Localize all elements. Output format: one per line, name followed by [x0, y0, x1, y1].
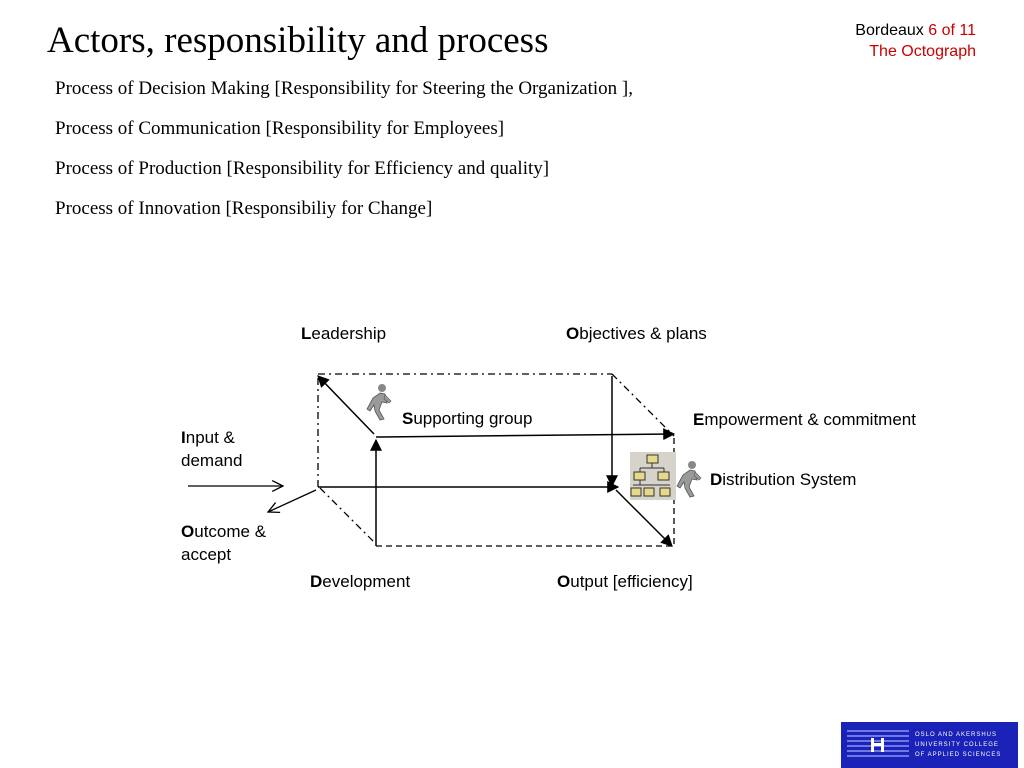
- label-supporting-group: Supporting group: [402, 409, 533, 428]
- label-input: Input & demand: [181, 428, 243, 470]
- slide-title: Actors, responsibility and process: [47, 20, 549, 61]
- label-outcome: Outcome & accept: [181, 522, 267, 564]
- label-objectives: Objectives & plans: [566, 324, 707, 343]
- badge-subtitle: The Octograph: [869, 43, 976, 60]
- badge-location: Bordeaux: [855, 22, 924, 39]
- process-item: Process of Innovation [Responsibiliy for Change]: [55, 198, 433, 219]
- logo-stripes-icon: [847, 728, 909, 762]
- process-item: Process of Decision Making [Responsibility for Steering the Organization ],: [55, 78, 633, 99]
- right-top-diagonal: [612, 374, 674, 436]
- label-empowerment: Empowerment & commitment: [693, 410, 916, 429]
- empowerment-arrow: [376, 434, 674, 437]
- label-leadership: Leadership: [301, 324, 387, 343]
- college-logo: [841, 722, 1018, 768]
- label-distribution: Distribution System: [710, 470, 857, 489]
- walking-person-icon: [676, 460, 704, 500]
- process-item: Process of Production [Responsibility for Efficiency and quality]: [55, 158, 550, 179]
- label-development: Development: [310, 572, 411, 591]
- walking-person-icon: [366, 383, 394, 423]
- label-output: Output [efficiency]: [557, 572, 693, 591]
- badge-page-number: 6 of 11: [928, 22, 976, 39]
- org-chart-icon: [630, 452, 676, 500]
- bottom-left-diagonal: [320, 488, 376, 544]
- outcome-arrow: [268, 490, 316, 512]
- logo-text: OSLO AND AKERSHUS UNIVERSITY COLLEGE OF APPLIED SCIENCES: [915, 732, 1002, 758]
- process-item: Process of Communication [Responsibility for Employees]: [55, 118, 505, 139]
